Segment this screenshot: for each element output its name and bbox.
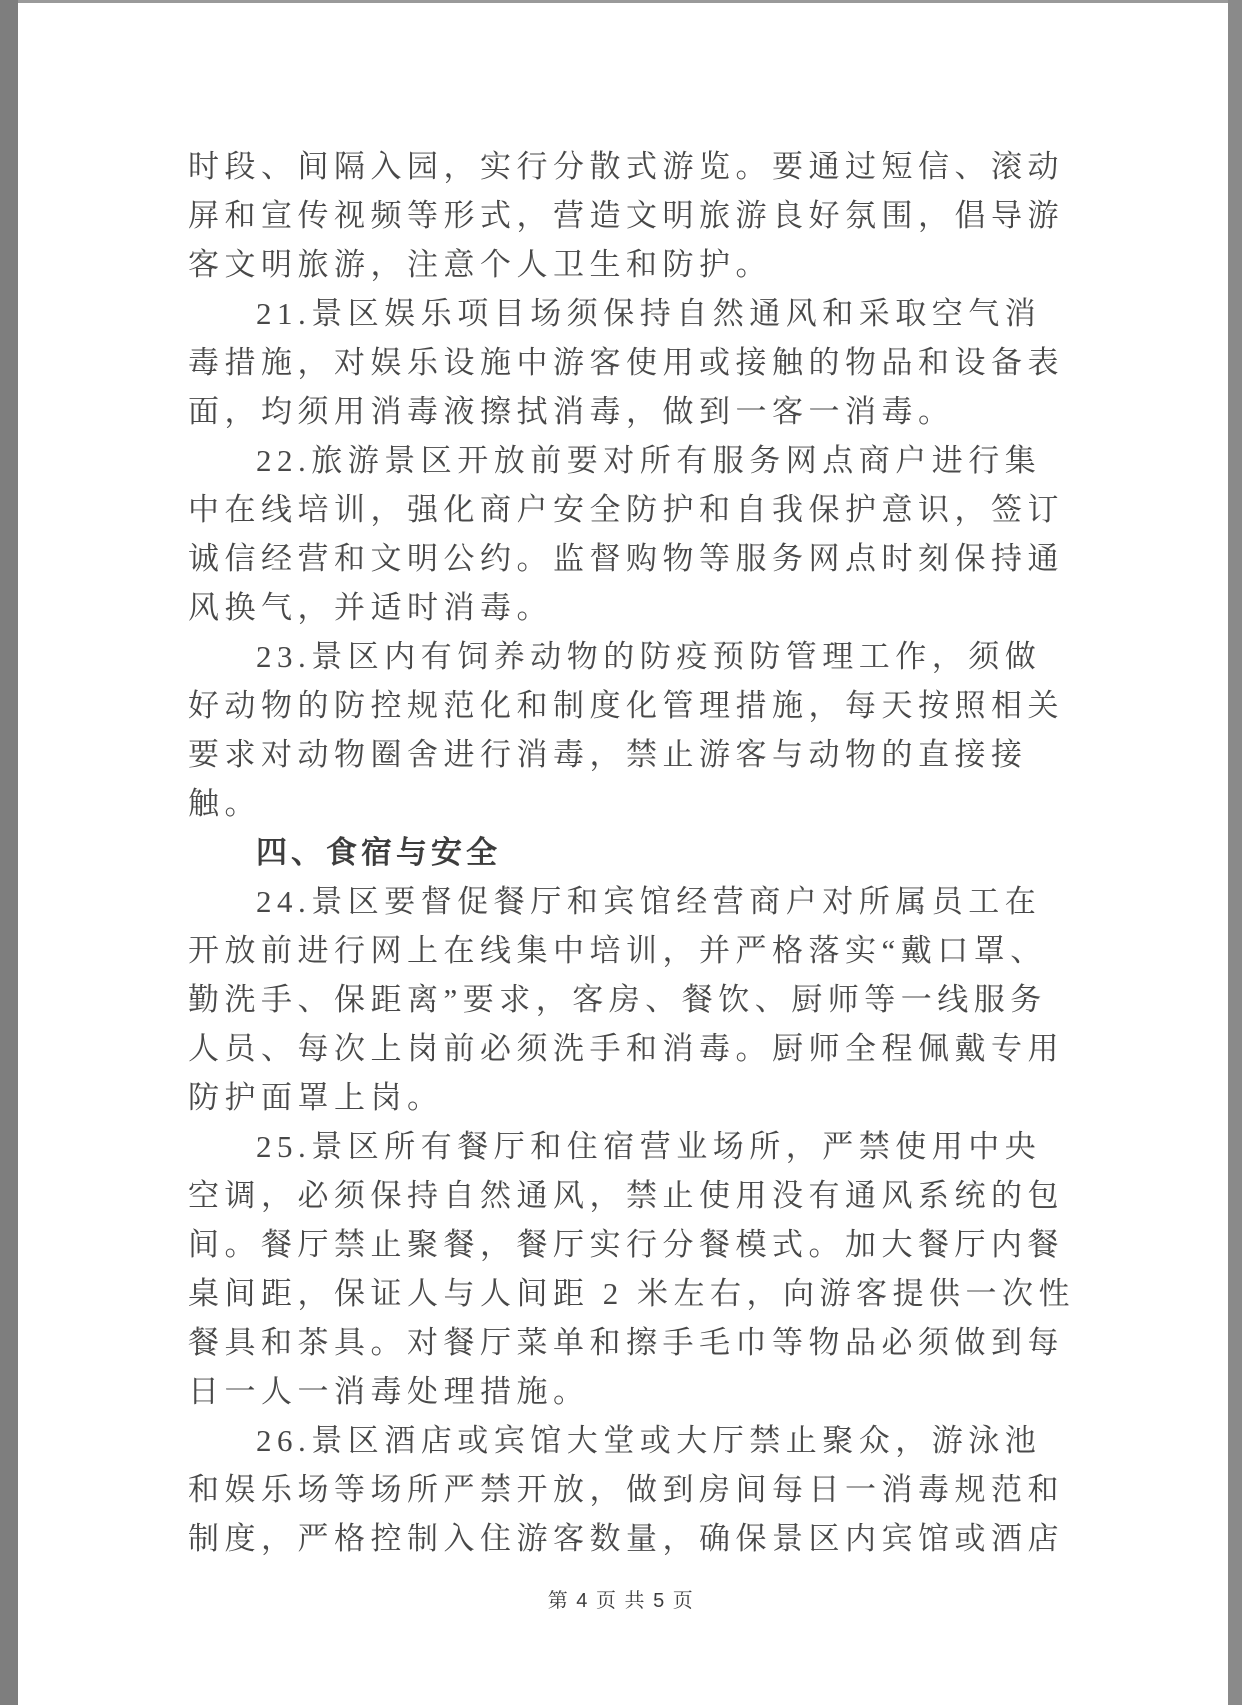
text-line: 风换气，并适时消毒。: [188, 590, 553, 625]
text-line: 和娱乐场等场所严禁开放，做到房间每日一消毒规范和: [188, 1472, 1064, 1507]
text-line: 触。: [188, 786, 261, 821]
text-line: 好动物的防控规范化和制度化管理措施，每天按照相关: [188, 688, 1064, 723]
page-number: 第 4 页 共 5 页: [547, 1590, 695, 1612]
text-line: 25.景区所有餐厅和住宿营业场所，严禁使用中央: [256, 1129, 1042, 1164]
text-line: 间。餐厅禁止聚餐，餐厅实行分餐模式。加大餐厅内餐: [188, 1227, 1064, 1262]
text-line: 日一人一消毒处理措施。: [188, 1374, 590, 1409]
text-line: 桌间距，保证人与人间距 2 米左右，向游客提供一次性: [188, 1276, 1075, 1311]
text-line: 24.景区要督促餐厅和宾馆经营商户对所属员工在: [256, 884, 1042, 919]
text-line: 21.景区娱乐项目场须保持自然通风和采取空气消: [256, 296, 1042, 331]
text-line: 人员、每次上岗前必须洗手和消毒。厨师全程佩戴专用: [188, 1031, 1064, 1066]
text-line: 中在线培训，强化商户安全防护和自我保护意识，签订: [188, 492, 1064, 527]
section-heading: 四、食宿与安全: [256, 835, 501, 870]
text-line: 23.景区内有饲养动物的防疫预防管理工作，须做: [256, 639, 1042, 674]
page-edge-left: [0, 0, 18, 1705]
text-line: 防护面罩上岗。: [188, 1080, 444, 1115]
text-line: 餐具和茶具。对餐厅菜单和擦手毛巾等物品必须做到每: [188, 1325, 1064, 1360]
text-line: 面，均须用消毒液擦拭消毒，做到一客一消毒。: [188, 394, 955, 429]
text-line: 时段、间隔入园，实行分散式游览。要通过短信、滚动: [188, 149, 1064, 184]
page-edge-right: [1228, 0, 1242, 1705]
text-line: 勤洗手、保距离”要求，客房、餐饮、厨师等一线服务: [188, 982, 1047, 1017]
document-text: [188, 142, 1098, 1563]
text-line: 诚信经营和文明公约。监督购物等服务网点时刻保持通: [188, 541, 1064, 576]
text-line: 要求对动物圈舍进行消毒，禁止游客与动物的直接接: [188, 737, 1028, 772]
text-line: 26.景区酒店或宾馆大堂或大厅禁止聚众，游泳池: [256, 1423, 1042, 1458]
text-line: 客文明旅游，注意个人卫生和防护。: [188, 247, 772, 282]
text-line: 屏和宣传视频等形式，营造文明旅游良好氛围，倡导游: [188, 198, 1064, 233]
text-line: 空调，必须保持自然通风，禁止使用没有通风系统的包: [188, 1178, 1064, 1213]
text-line: 制度，严格控制入住游客数量，确保景区内宾馆或酒店: [188, 1521, 1064, 1556]
page-edge-top: [0, 0, 1242, 3]
text-line: 毒措施，对娱乐设施中游客使用或接触的物品和设备表: [188, 345, 1064, 380]
text-line: 22.旅游景区开放前要对所有服务网点商户进行集: [256, 443, 1042, 478]
text-line: 开放前进行网上在线集中培训，并严格落实“戴口罩、: [188, 933, 1047, 968]
